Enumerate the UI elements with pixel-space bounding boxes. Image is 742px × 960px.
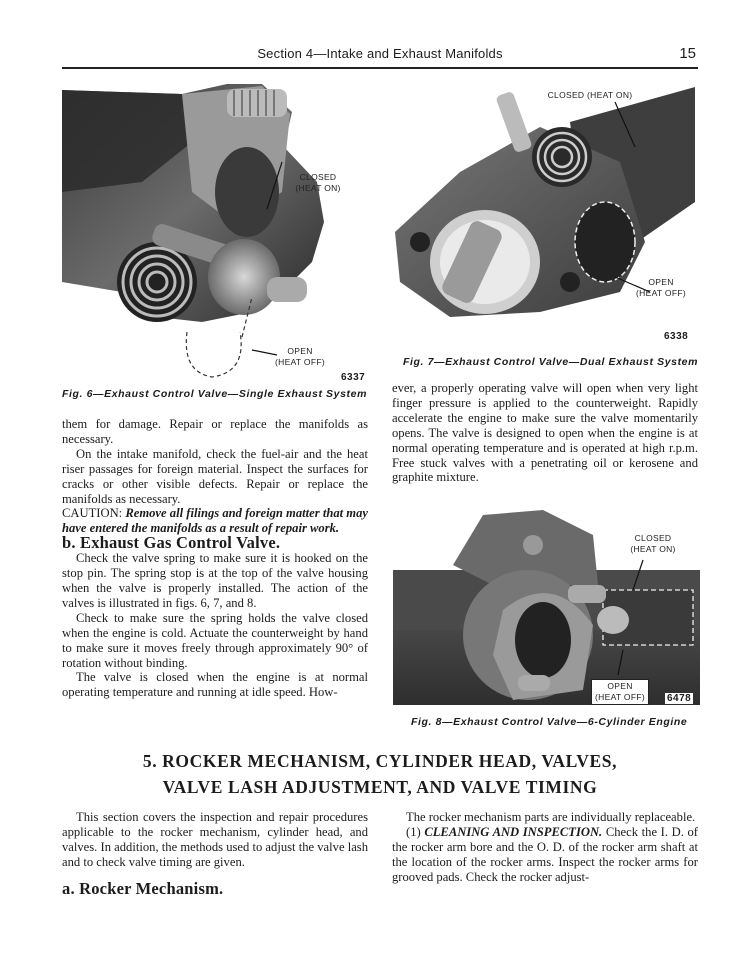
running-title: Section 4—Intake and Exhaust Manifolds (257, 46, 503, 61)
label-closed-sub: (HEAT ON) (630, 544, 676, 554)
figure-6 (62, 72, 380, 402)
paragraph: On the intake manifold, check the fuel-air and the heat riser passages for foreign material. Inspect the surfaces for cracks or other visible defects. Repair or replace the manifolds as necessary. (62, 446, 368, 506)
fig8-open-label (591, 679, 649, 705)
paragraph-cleaning-inspection (392, 825, 698, 885)
label-open: OPEN (648, 277, 674, 287)
paragraph: ever, a properly operating valve will open when very light finger pressure is applied to the counterweight. Rapidly accelerate the engine to make sure the valve momentarily opens. The valve is designed to open when the engine is at normal operating temperature and is operated at high r.p.m. Free stuck valves with a penetrating oil or kerosene and graphite mixture. (392, 381, 698, 485)
fig7-caption: Fig. 7—Exhaust Control Valve—Dual Exhaust System (403, 356, 699, 368)
label-open-sub: (HEAT OFF) (636, 288, 686, 298)
fig7-open-label (628, 277, 694, 299)
section-5-title (62, 748, 698, 800)
figure-7 (390, 82, 700, 374)
subhead-exhaust-gas-control-valve: b. Exhaust Gas Control Valve. (62, 533, 281, 553)
paragraph: The valve is closed when the engine is at normal operating temperature and running at idle speed. How- (62, 670, 368, 700)
label-closed-sub: (HEAT ON) (295, 183, 341, 193)
fig7-closed-label: CLOSED (HEAT ON) (547, 90, 633, 100)
right-column-bottom (392, 810, 698, 885)
exhaust-valve-single-photo (62, 72, 380, 402)
label-open-sub: (HEAT OFF) (595, 692, 645, 702)
section-title-line-2: VALVE LASH ADJUSTMENT, AND VALVE TIMING (162, 777, 598, 797)
running-header (62, 44, 698, 66)
caution-paragraph (62, 506, 368, 536)
subhead-rocker-mechanism: a. Rocker Mechanism. (62, 878, 224, 898)
item-text: Check the I. D. of the rocker arm bore and the O. D. of the rocker arm shaft at the location of the rocker arms. Inspect the rocker arms for grooved pads. Check the rocker adjust- (392, 824, 698, 884)
page-number: 15 (679, 45, 696, 62)
label-closed: CLOSED (634, 533, 672, 543)
section-title-line-1: 5. ROCKER MECHANISM, CYLINDER HEAD, VALVES, (142, 751, 618, 771)
fig8-caption: Fig. 8—Exhaust Control Valve—6-Cylinder Engine (411, 716, 688, 728)
left-column-top (62, 417, 368, 700)
paragraph: This section covers the inspection and repair procedures applicable to the rocker mechanism, cylinder head, and valves. In addition, the methods used to adjust the valve lash and to check valve timing are given. (62, 810, 368, 869)
left-column-bottom (62, 810, 368, 897)
fig8-number-tag: 6478 (667, 693, 692, 704)
item-number: (1) (406, 824, 425, 839)
paragraph: The rocker mechanism parts are individually replaceable. (406, 810, 696, 824)
fig6-number-tag: 6337 (341, 372, 366, 383)
exhaust-valve-dual-photo (390, 82, 700, 374)
fig7-number-tag: 6338 (664, 331, 689, 342)
paragraph: them for damage. Repair or replace the manifolds as necessary. (62, 417, 368, 446)
label-open: OPEN (287, 346, 313, 356)
figure-8 (393, 505, 700, 730)
label-open: OPEN (607, 681, 633, 691)
fig6-closed-label (288, 172, 348, 194)
fig6-caption: Fig. 6—Exhaust Control Valve—Single Exhaust System (62, 388, 368, 400)
fig8-closed-label (623, 533, 683, 555)
paragraph: Check the valve spring to make sure it is hooked on the stop pin. The spring stop is at the top of the valve housing when the valve is properly installed. The action of the valves is illustrated in figs. 6, 7, and 8. (62, 551, 368, 610)
fig6-open-label (270, 346, 330, 368)
right-column-top (392, 381, 698, 485)
item-heading: CLEANING AND INSPECTION. (424, 824, 603, 839)
label-closed: CLOSED (299, 172, 337, 182)
caution-label: CAUTION: (62, 506, 126, 521)
label-open-sub: (HEAT OFF) (275, 357, 325, 367)
header-rule (62, 67, 698, 69)
paragraph: Check to make sure the spring holds the valve closed when the engine is cold. Actuate the counterweight by hand to make sure it moves freely through approximately 90° of rotation without binding. (62, 610, 368, 670)
caution-text: Remove all filings and foreign matter that may have entered the manifolds as a result of repair work. (62, 506, 368, 536)
